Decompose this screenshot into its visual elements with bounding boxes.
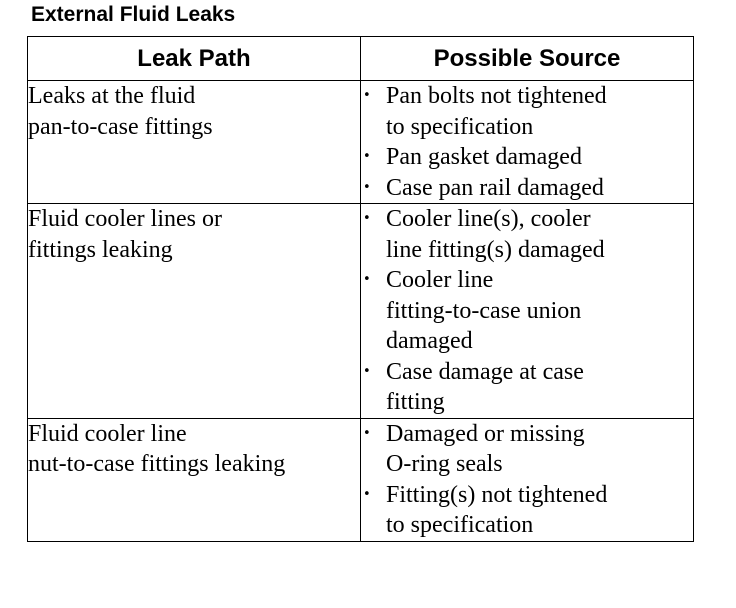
bullet-icon: •: [363, 88, 371, 103]
source-item: [361, 81, 693, 142]
bullet-icon: •: [363, 425, 371, 441]
leak-path-cell: Fluid cooler lines or fittings leaking: [28, 204, 361, 419]
source-text: Case damage at case fitting: [386, 358, 584, 415]
bullet-icon: •: [363, 486, 371, 502]
source-text: Cooler line(s), cooler line fitting(s) damaged: [386, 206, 605, 263]
header-possible-source: Possible Source: [361, 37, 694, 81]
bullet-icon: •: [363, 179, 371, 195]
source-list: [361, 419, 693, 541]
table-header-row: [28, 37, 694, 81]
source-item: [361, 480, 693, 541]
source-item: [361, 265, 693, 357]
source-list: [361, 204, 693, 418]
table-row: [28, 81, 694, 204]
source-item: [361, 419, 693, 480]
table-row: [28, 418, 694, 541]
bullet-icon: •: [363, 363, 371, 379]
table-row: [28, 204, 694, 419]
source-item: [361, 142, 693, 173]
source-text: Case pan rail damaged: [386, 174, 604, 201]
source-text: Cooler line fitting-to-case union damaged: [386, 267, 582, 354]
possible-source-cell: [361, 418, 694, 541]
source-item: [361, 204, 693, 265]
bullet-icon: •: [363, 149, 371, 164]
source-text: Pan gasket damaged: [386, 144, 582, 170]
leak-path-cell: Fluid cooler line nut-to-case fittings leaking: [28, 418, 361, 541]
bullet-icon: •: [363, 211, 371, 226]
source-text: Fitting(s) not tightened to specification: [386, 481, 608, 538]
source-item: [361, 173, 693, 204]
header-leak-path: Leak Path: [28, 37, 361, 81]
source-item: [361, 357, 693, 418]
possible-source-cell: [361, 204, 694, 419]
source-text: Damaged or missing O-ring seals: [386, 420, 585, 477]
leak-diagnosis-table: [27, 36, 694, 542]
bullet-icon: •: [363, 272, 371, 287]
source-text: Pan bolts not tightened to specification: [386, 83, 607, 140]
possible-source-cell: [361, 81, 694, 204]
source-list: [361, 81, 693, 203]
page-title: External Fluid Leaks: [31, 3, 236, 26]
leak-path-cell: Leaks at the fluid pan-to-case fittings: [28, 81, 361, 204]
